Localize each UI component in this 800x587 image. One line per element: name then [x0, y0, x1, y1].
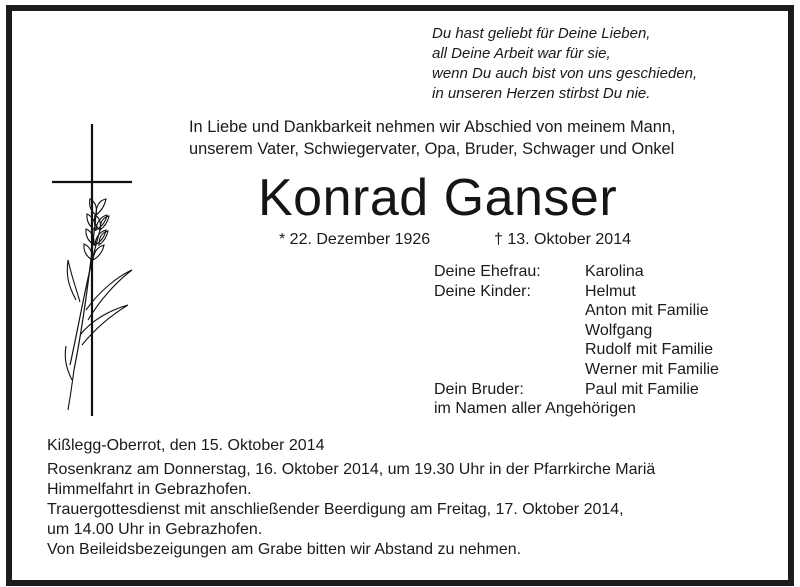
details-line: um 14.00 Uhr in Gebrazhofen.	[47, 521, 263, 538]
intro-line: unserem Vater, Schwiegervater, Opa, Bruder, Schwager und Onkel	[189, 140, 675, 158]
poem-line: wenn Du auch bist von uns geschieden,	[432, 65, 698, 82]
details-line: Von Beileidsbezeigungen am Grabe bitten wir Abstand zu nehmen.	[47, 541, 522, 558]
family-member: Werner mit Familie	[585, 360, 719, 378]
family-closing: im Namen aller Angehörigen	[434, 400, 636, 418]
family-group	[434, 380, 719, 400]
family-names	[585, 380, 699, 400]
family-member: Helmut	[585, 282, 636, 300]
birth-date: * 22. Dezember 1926	[279, 231, 431, 248]
family-member: Anton mit Familie	[585, 302, 709, 320]
place-date: Kißlegg-Oberrot, den 15. Oktober 2014	[47, 437, 325, 454]
mourners-list	[434, 262, 719, 419]
poem-line: in unseren Herzen stirbst Du nie.	[432, 85, 651, 102]
family-relation: Deine Kinder:	[434, 282, 531, 300]
service-details	[47, 460, 655, 560]
family-relation: Dein Bruder:	[434, 380, 524, 398]
poem	[432, 24, 697, 104]
family-group	[434, 282, 719, 380]
family-member: Paul mit Familie	[585, 380, 699, 398]
death-date: † 13. Oktober 2014	[494, 231, 631, 248]
cross-with-wheat-icon	[50, 120, 140, 420]
family-relation: Deine Ehefrau:	[434, 263, 541, 280]
family-names	[585, 282, 719, 380]
family-member: Wolfgang	[585, 321, 653, 339]
family-member: Rudolf mit Familie	[585, 341, 714, 359]
family-names	[585, 262, 644, 282]
family-member: Karolina	[585, 263, 644, 280]
poem-line: Du hast geliebt für Deine Lieben,	[432, 25, 651, 42]
details-line: Trauergottesdienst mit anschließender Beerdigung am Freitag, 17. Oktober 2014,	[47, 501, 624, 518]
deceased-name: Konrad Ganser	[258, 169, 618, 227]
poem-line: all Deine Arbeit war für sie,	[432, 45, 611, 62]
details-line: Rosenkranz am Donnerstag, 16. Oktober 2014, um 19.30 Uhr in der Pfarrkirche Mariä	[47, 461, 656, 478]
intro-line: In Liebe und Dankbarkeit nehmen wir Abschied von meinem Mann,	[189, 118, 676, 136]
family-group	[434, 262, 719, 282]
intro-text	[189, 116, 676, 160]
details-line: Himmelfahrt in Gebrazhofen.	[47, 481, 252, 498]
